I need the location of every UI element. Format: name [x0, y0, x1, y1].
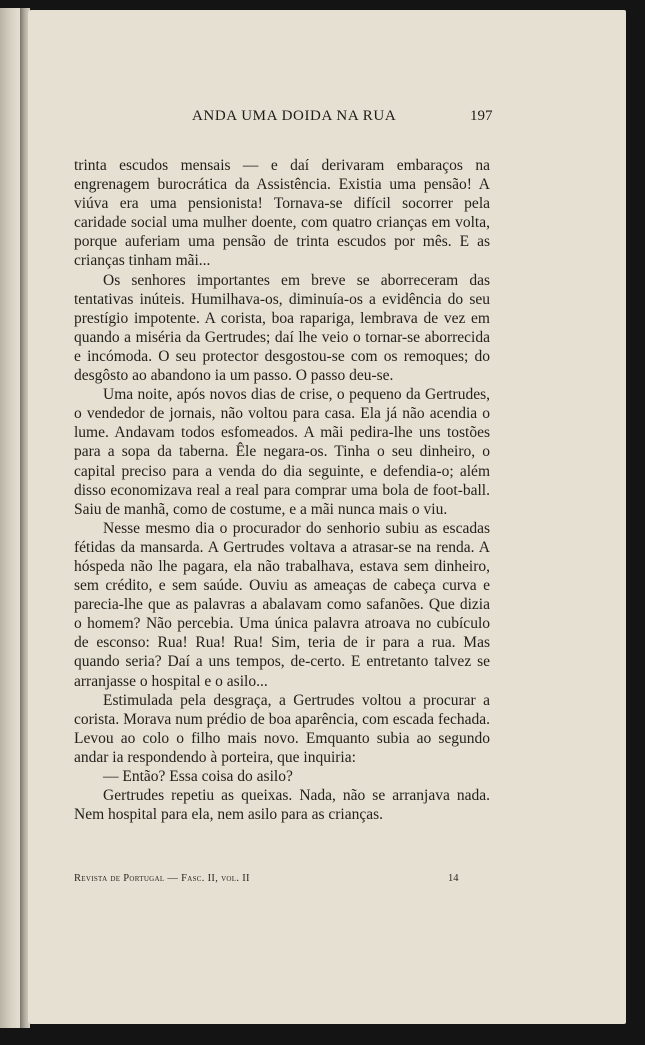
- paragraph: Os senhores importantes em breve se aborreceram das tentativas inúteis. Humilhava-os, diminuía-os a evidência do seu prestígio impotente. A corista, boa rapariga, lembrava de vez em quando a miséria da Gertrudes; daí lhe veio o tornar-se aborrecida e incómoda. O seu protector desgostou-se com os remoques; do desgôsto ao abandono ia um passo. O passo deu-se.: [74, 271, 490, 385]
- sheet-number: 14: [448, 873, 459, 884]
- running-head: [28, 108, 626, 132]
- journal-signature: Revista de Portugal — Fasc. II, vol. II: [74, 873, 250, 884]
- paragraph: Gertrudes repetiu as queixas. Nada, não se arranjava nada. Nem hospital para ela, nem asilo para as crianças.: [74, 787, 490, 824]
- book-page: [28, 10, 626, 1024]
- body-text: [74, 156, 490, 824]
- paragraph: Nesse mesmo dia o procurador do senhorio subiu as escadas fétidas da mansarda. A Gertrudes voltava a atrasar-se na renda. A hóspeda não lhe pagara, ela não trabalhava, estava sem dinheiro, sem crédito, e sem saúde. Ouviu as ameaças de cabeça curva e parecia-lhe que as palavras a abalavam como safanões. Que dizia o homem? Não percebia. Uma única palavra atroava no cubículo de esconso: Rua! Rua! Rua! Sim, teria de ir para a rua. Mas quando seria? Daí a uns tempos, de-certo. E entretanto talvez se arranjasse o hospital e o asilo...: [74, 519, 490, 690]
- running-title: ANDA UMA DOIDA NA RUA: [192, 108, 397, 124]
- paragraph-continued: trinta escudos mensais — e daí derivaram embaraços na engrenagem burocrática da Assistência. Existia uma pensão! A viúva era uma pensionista! Tornava-se difícil socorrer pela caridade social uma mulher doente, com quatro crianças em volta, porque auferiam uma pensão de trinta escudos por mês. E as crianças tinham mãi...: [74, 157, 490, 270]
- page-number: 197: [470, 108, 493, 124]
- paragraph: Estimulada pela desgraça, a Gertrudes voltou a procurar a corista. Morava num prédio de boa aparência, com escada fechada. Levou ao colo o filho mais novo. Emquanto subia ao segundo andar ia respondendo à porteira, que inquiria:: [74, 691, 490, 766]
- page-footer: [28, 873, 626, 891]
- dialogue-line: — Então? Essa coisa do asilo?: [103, 768, 293, 785]
- previous-page-edge: [0, 8, 22, 1028]
- paragraph: Uma noite, após novos dias de crise, o pequeno da Gertrudes, o vendedor de jornais, não voltou para casa. Ela já não acendia o lume. Andavam todos esfomeados. A mãi pedira-lhe uns tostões para a sopa da taberna. Êle negara-os. Tinha o seu dinheiro, o capital preciso para a venda do dia seguinte, e defendia-o; além disso economizava real a real para comprar uma bola de foot-ball. Saiu de manhã, como de costume, e a mãi nunca mais o viu.: [74, 386, 490, 518]
